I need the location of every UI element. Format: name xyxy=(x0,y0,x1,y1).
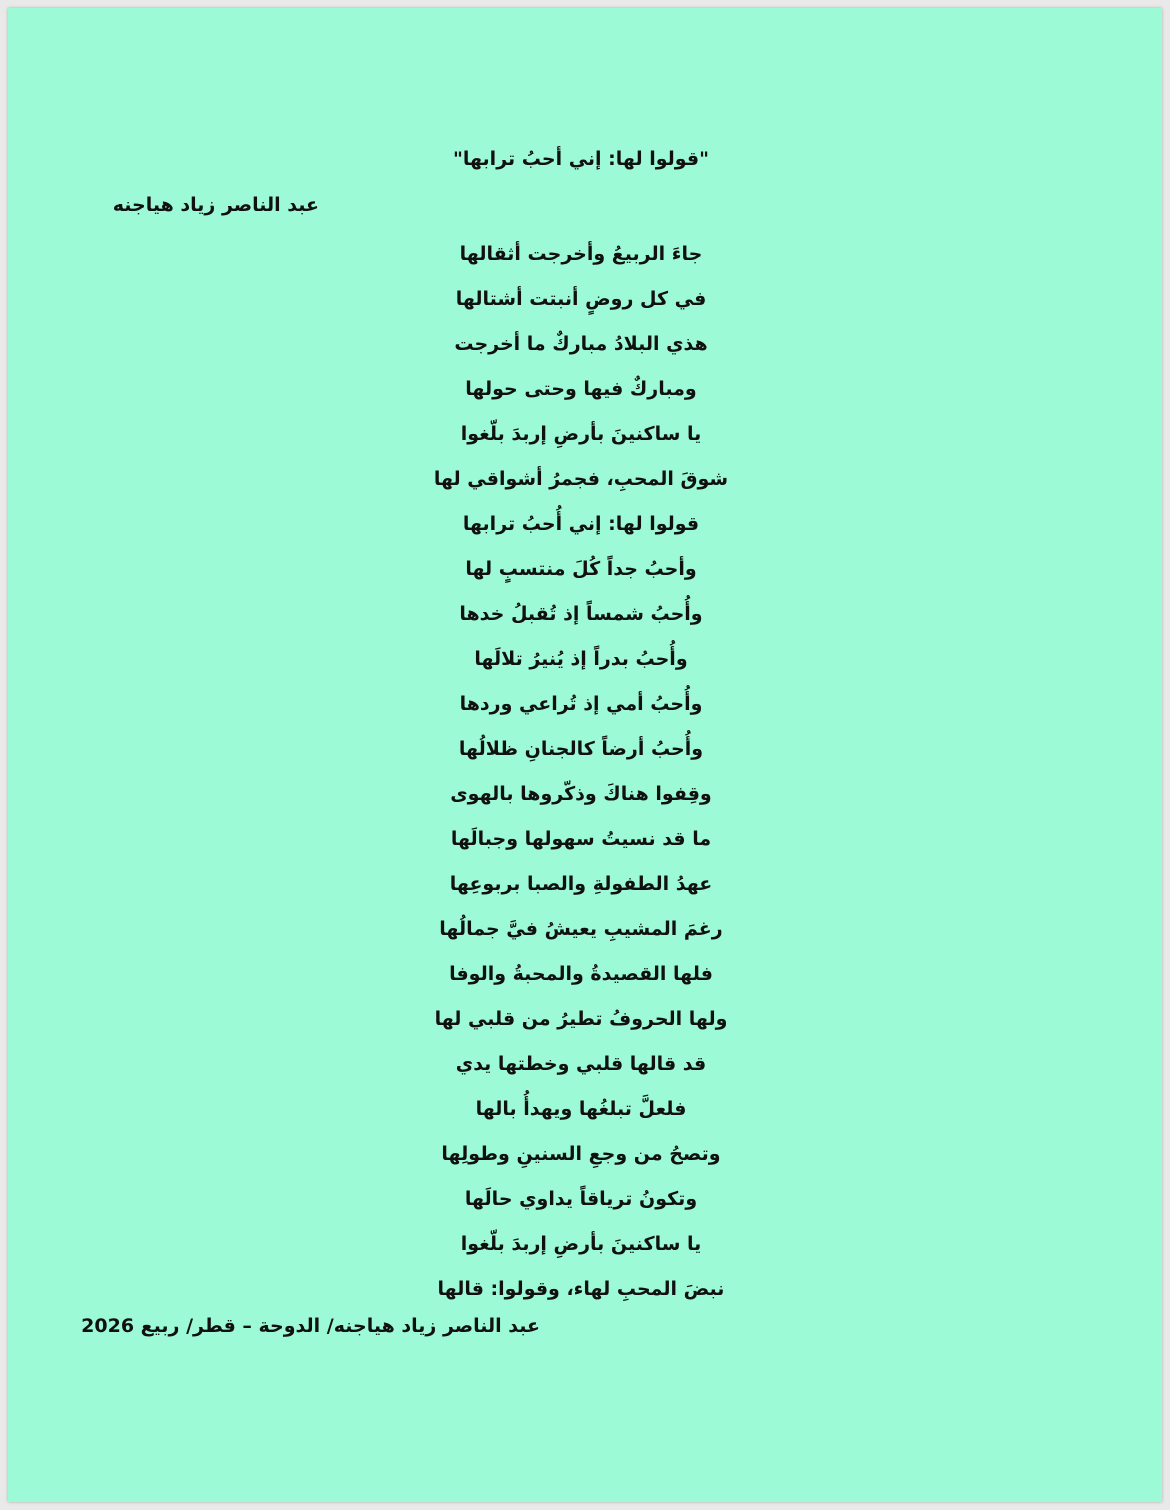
poem-verse: وتصحُ من وجعِ السنينِ وطولِها xyxy=(441,1143,721,1165)
poem-verses xyxy=(8,232,1162,1312)
poem-verse: هذي البلادُ مباركٌ ما أخرجت xyxy=(454,333,708,355)
document-page xyxy=(8,8,1162,1502)
poem-verse: قولوا لها: إني أُحبُ ترابها xyxy=(462,513,700,535)
poem-verse: وأُحبُ بدراً إذ يُنيرُ تلالَها xyxy=(474,648,688,670)
poem-signature: عبد الناصر زياد هياجنه/ الدوحة – قطر/ ربيع 2026 xyxy=(81,1315,540,1337)
poem-verse: وقِفوا هناكَ وذكّروها بالهوى xyxy=(450,783,712,805)
poem-verse: شوقَ المحبِ، فجمرُ أشواقي لها xyxy=(433,468,729,490)
poem-verse: ولها الحروفُ تطيرُ من قلبي لها xyxy=(434,1008,728,1030)
poem-verse: وأُحبُ شمساً إذ تُقبلُ خدها xyxy=(459,603,703,625)
poem-verse: وأُحبُ أرضاً كالجنانِ ظلالُها xyxy=(458,738,704,760)
poem-verse: في كل روضٍ أنبتت أشتالها xyxy=(455,288,707,310)
poem-verse: رغمَ المشيبِ يعيشُ فيَّ جمالُها xyxy=(439,918,723,940)
poem-verse: يا ساكنينَ بأرضِ إربدَ بلّغوا xyxy=(460,1233,702,1255)
poem-author: عبد الناصر زياد هياجنه xyxy=(112,194,319,216)
poem-verse: وتكونُ ترياقاً يداوي حالَها xyxy=(464,1188,698,1210)
poem-verse: يا ساكنينَ بأرضِ إربدَ بلّغوا xyxy=(460,423,702,445)
poem-verse: قد قالها قلبي وخطتها يدي xyxy=(455,1053,707,1075)
poem-verse: وأحبُ جداً كُلَ منتسبٍ لها xyxy=(465,558,697,580)
poem-title: "قولوا لها: إني أحبُ ترابها" xyxy=(452,148,710,170)
poem-verse: ومباركٌ فيها وحتى حولها xyxy=(465,378,697,400)
poem-verse: فلها القصيدةُ والمحبةُ والوفا xyxy=(449,963,713,985)
poem-verse: عهدُ الطفولةِ والصبا بربوعِها xyxy=(449,873,713,895)
poem-verse: جاءَ الربيعُ وأخرجت أثقالها xyxy=(459,243,703,265)
poem-verse: نبضَ المحبِ لهاء، وقولوا: قالها xyxy=(437,1278,725,1300)
poem-verse: وأُحبُ أمي إذ تُراعي وردها xyxy=(459,693,703,715)
poem-verse: فلعلَّ تبلغُها ويهدأُ بالها xyxy=(475,1098,687,1120)
poem-verse: ما قد نسيتُ سهولها وجبالَها xyxy=(450,828,712,850)
